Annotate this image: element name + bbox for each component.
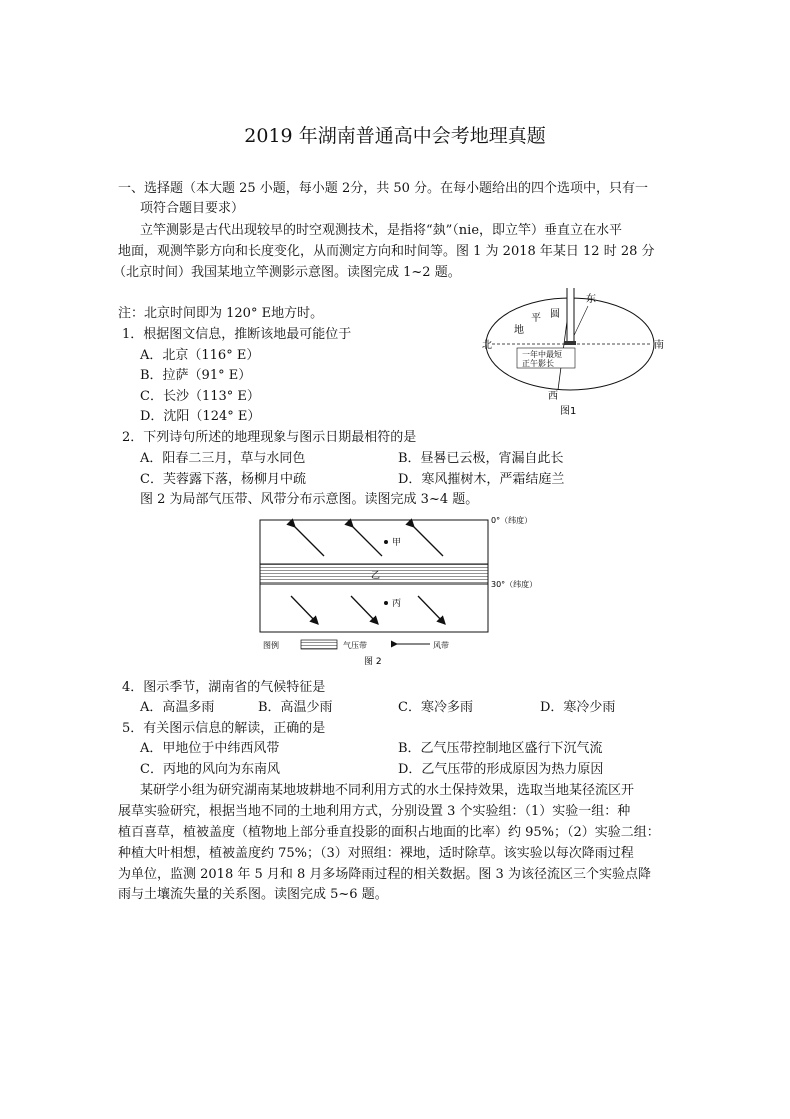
south-label: 南 bbox=[654, 340, 664, 351]
q2-option-a: A．阳春二三月，草与水同色 bbox=[140, 451, 306, 466]
yi-label: 乙 bbox=[371, 571, 381, 581]
intro1-line: 立竿测影是古代出现较早的时空观测技术，是指将“埶”（nie，即立竿）垂直立在水平 bbox=[140, 223, 623, 238]
q1-option-b: B．拉萨（91° E） bbox=[140, 368, 252, 383]
callout-line1: 一年中最短 bbox=[522, 350, 562, 359]
figure-1-shadow-diagram bbox=[478, 288, 668, 420]
intro1-line: （北京时间）我国某地立竿测影示意图。读图完成 1~2 题。 bbox=[113, 265, 461, 280]
lat-0-label: 0°（纬度） bbox=[491, 516, 533, 525]
bing-label: 丙 bbox=[392, 599, 402, 609]
q5-option-a: A．甲地位于中纬西风带 bbox=[140, 741, 280, 756]
west-label: 西 bbox=[548, 391, 558, 402]
q4-option-a: A．高温多雨 bbox=[140, 700, 215, 715]
q1-option-d: D．沈阳（124° E） bbox=[140, 409, 261, 424]
page-title: 2019 年湖南普通高中会考地理真题 bbox=[244, 125, 546, 147]
intro3-line: 种植大叶相想，植被盖度约 75%；（3）对照组：裸地，适时除草。该实验以每次降雨过程 bbox=[118, 846, 634, 861]
q5-option-d: D．乙气压带的形成原因为热力原因 bbox=[398, 762, 604, 777]
q5-option-c: C．丙地的风向为东南风 bbox=[140, 762, 280, 777]
q5-stem: 5．有关图示信息的解读，正确的是 bbox=[122, 721, 326, 736]
figure-2-pressure-wind-belts bbox=[255, 512, 545, 670]
intro3-line: 为单位，监测 2018 年 5 月和 8 月多场降雨过程的相关数据。图 3 为该径流区三个实验点降 bbox=[118, 867, 651, 882]
q1-stem: 1．根据图文信息，推断该地最可能位于 bbox=[122, 327, 352, 342]
pole bbox=[567, 288, 574, 344]
east-label: 东 bbox=[586, 294, 596, 305]
intro3-line: 展草实验研究，根据当地不同的土地利用方式，分别设置 3 个实验组：（1）实验一组：种 bbox=[118, 804, 631, 819]
q4-option-c: C．寒冷多雨 bbox=[398, 700, 473, 715]
intro3-line: 某研学小组为研究湖南某地坡耕地不同利用方式的水土保持效果，选取当地某径流区开 bbox=[140, 783, 635, 798]
q2-option-d: D．寒风摧树木，严霜结庭兰 bbox=[398, 472, 565, 487]
legend-wind: 风带 bbox=[433, 641, 449, 650]
q1-option-c: C．长沙（113° E） bbox=[140, 389, 260, 404]
q4-option-b: B．高温少雨 bbox=[258, 700, 333, 715]
legend-pressure: 气压带 bbox=[343, 641, 367, 650]
legend-label: 图例 bbox=[263, 641, 279, 650]
q2-option-c: C．芙蓉露下落，杨柳月中疏 bbox=[140, 472, 306, 487]
q4-option-d: D．寒冷少雨 bbox=[540, 700, 616, 715]
q1-option-a: A．北京（116° E） bbox=[140, 348, 260, 363]
figure-2-caption: 图 2 bbox=[364, 657, 382, 667]
section-heading-cont: 项符合题目要求） bbox=[140, 201, 245, 216]
q4-stem: 4．图示季节，湖南省的气候特征是 bbox=[122, 680, 326, 695]
di-label: 地 bbox=[514, 325, 524, 336]
callout-line2: 正午影长 bbox=[522, 359, 554, 368]
q2-stem: 2．下列诗句所述的地理现象与图示日期最相符的是 bbox=[122, 430, 417, 445]
intro3-line: 植百喜草，植被盖度（植物地上部分垂直投影的面积占地面的比率）约 95%；（2）实验二组： bbox=[118, 825, 660, 840]
note: 注：北京时间即为 120° E地方时。 bbox=[118, 306, 324, 321]
intro3-line: 雨与土壤流失量的关系图。读图完成 5~6 题。 bbox=[118, 887, 388, 902]
north-label: 北 bbox=[482, 340, 492, 351]
section-heading: 一、选择题（本大题 25 小题，每小题 2分，共 50 分。在每小题给出的四个选项中，只有一 bbox=[118, 181, 649, 196]
intro1-line: 地面，观测竿影方向和长度变化，从而测定方向和时间等。图 1 为 2018 年某日 12 时 28 分 bbox=[118, 244, 655, 259]
q5-option-b: B．乙气压带控制地区盛行下沉气流 bbox=[398, 741, 603, 756]
q2-option-b: B．昼晷已云极，宵漏自此长 bbox=[398, 451, 564, 466]
figure-1-caption: 图1 bbox=[560, 406, 577, 417]
jia-label: 甲 bbox=[392, 538, 402, 548]
pole-base bbox=[564, 341, 576, 345]
mian-label: 圆 bbox=[550, 309, 560, 320]
ping-label: 平 bbox=[531, 313, 541, 324]
intro2: 图 2 为局部气压带、风带分布示意图。读图完成 3~4 题。 bbox=[140, 492, 479, 507]
lat-30-label: 30°（纬度） bbox=[491, 580, 538, 589]
